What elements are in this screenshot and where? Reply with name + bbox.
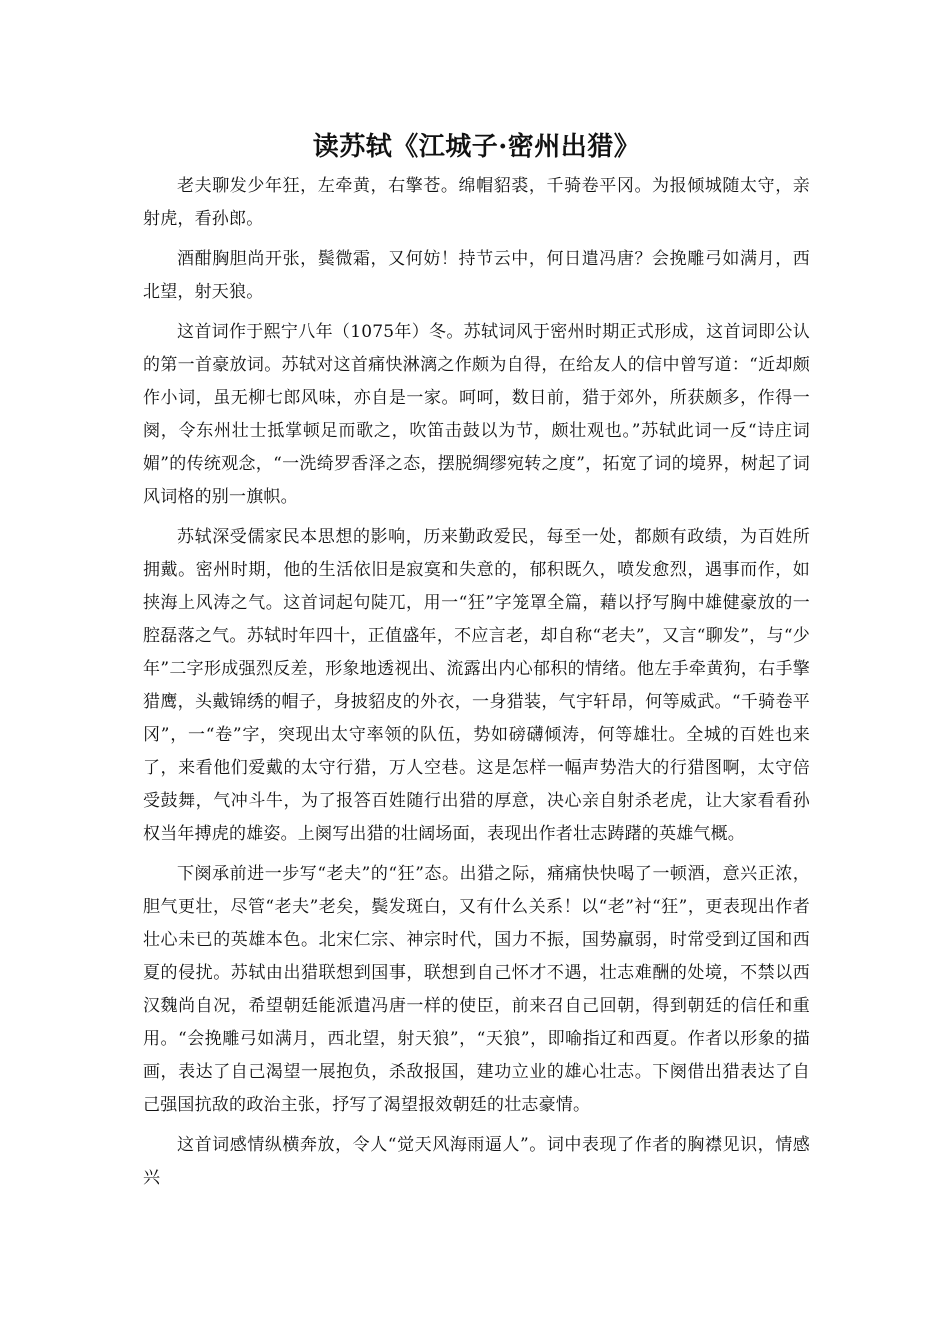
paragraph-lower-stanza-analysis: 下阕承前进一步写“老夫”的“狂”态。出猎之际，痛痛快快喝了一顿酒，意兴正浓，胆气更壮，尽管“老夫”老矣，鬓发斑白，又有什么关系！以“老”衬“狂”，更表现出作者壮心未已的英雄本色。北宋仁宗、神宗时代，国力不振，国势羸弱，时常受到辽国和西夏的侵扰。苏轼由出猎联想到国事，联想到自己怀才不遇，壮志难酬的处境，不禁以西汉魏尚自况，希望朝廷能派遣冯唐一样的使臣，前来召自己回朝，得到朝廷的信任和重用。“会挽雕弓如满月，西北望，射天狼”，“天狼”，即喻指辽和西夏。作者以形象的描画，表达了自己渴望一展抱负，杀敌报国，建功立业的雄心壮志。下阕借出猎表达了自己强国抗敌的政治主张，抒写了渴望报效朝廷的壮志豪情。 (143, 864, 810, 1115)
paragraph-summary: 这首词感情纵横奔放，令人“觉天风海雨逼人”。词中表现了作者的胸襟见识，情感兴 (143, 1135, 810, 1188)
paragraph-background: 这首词作于熙宁八年（1075年）冬。苏轼词风于密州时期正式形成，这首词即公认的第一首豪放词。苏轼对这首痛快淋漓之作颇为自得，在给友人的信中曾写道：“近却颇作小词，虽无柳七郎风味，亦自是一家。呵呵，数日前，猎于郊外，所获颇多，作得一阕，令东州壮士抵掌顿足而歌之，吹笛击鼓以为节，颇壮观也。”苏轼此词一反“诗庄词媚”的传统观念，“一洗绮罗香泽之态，摆脱绸缪宛转之度”，拓宽了词的境界，树起了词风词格的别一旗帜。 (143, 322, 810, 507)
document-title: 读苏轼《江城子·密州出猎》 (312, 132, 641, 162)
paragraph-poem-stanza-1: 老夫聊发少年狂，左牵黄，右擎苍。绵帽貂裘，千骑卷平冈。为报倾城随太守，亲射虎，看孙郎。 (143, 176, 810, 229)
paragraph-poem-stanza-2: 酒酣胸胆尚开张，鬓微霜，又何妨！持节云中，何日遣冯唐？会挽雕弓如满月，西北望，射天狼。 (143, 249, 810, 302)
paragraph-upper-stanza-analysis: 苏轼深受儒家民本思想的影响，历来勤政爱民，每至一处，都颇有政绩，为百姓所拥戴。密州时期，他的生活依旧是寂寞和失意的，郁积既久，喷发愈烈，遇事而作，如挟海上风涛之气。这首词起句陡兀，用一“狂”字笼罩全篇，藉以抒写胸中雄健豪放的一腔磊落之气。苏轼时年四十，正值盛年，不应言老，却自称“老夫”，又言“聊发”，与“少年”二字形成强烈反差，形象地透视出、流露出内心郁积的情绪。他左手牵黄狗，右手擎猎鹰，头戴锦绣的帽子，身披貂皮的外衣，一身猎装，气宇轩昂，何等威武。“千骑卷平冈”，一“卷”字，突现出太守率领的队伍，势如磅礴倾涛，何等雄壮。全城的百姓也来了，来看他们爱戴的太守行猎，万人空巷。这是怎样一幅声势浩大的行猎图啊，太守倍受鼓舞，气冲斗牛，为了报答百姓随行出猎的厚意，决心亲自射杀老虎，让大家看看孙权当年搏虎的雄姿。上阕写出猎的壮阔场面，表现出作者壮志踌躇的英雄气概。 (143, 527, 810, 844)
